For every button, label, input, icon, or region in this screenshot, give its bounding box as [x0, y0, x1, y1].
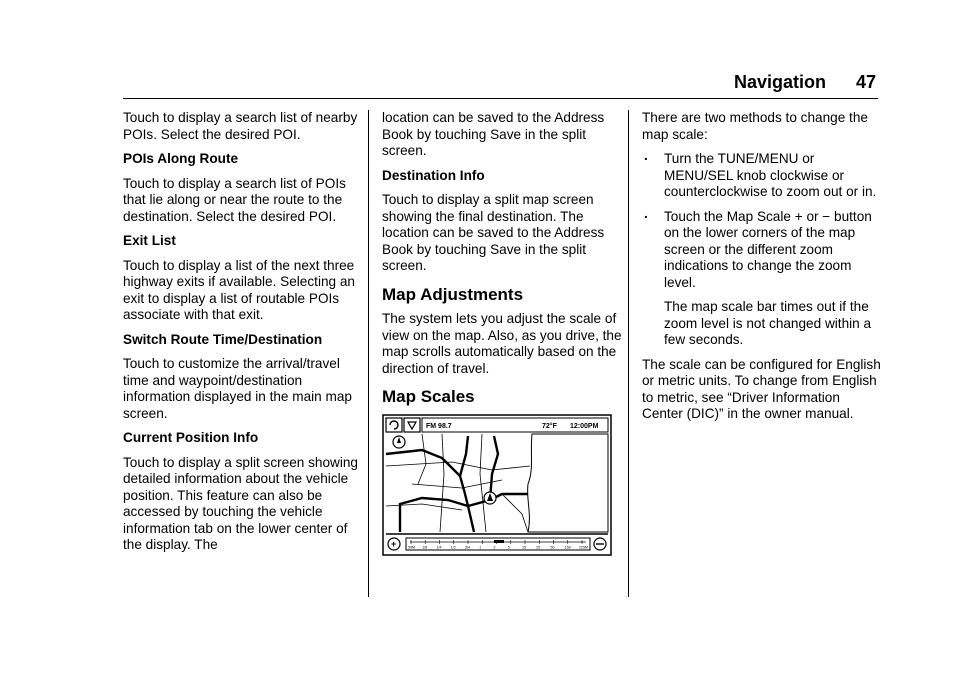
heading-map-scales: Map Scales	[382, 387, 475, 406]
subheading-switch-route: Switch Route Time/Destination	[123, 331, 323, 347]
radio-station-text: FM 98.7	[426, 422, 452, 430]
paragraph: The scale can be configured for English or metric units. To change from English to metric, see “Driver Information Center (DIC)” in the owner manual.	[642, 356, 881, 421]
paragraph: Touch to display a list of the next three highway exits if available. Selecting an exit to display a list of routable POIs associate with that exit.	[123, 257, 355, 322]
bullet-text: Touch the Map Scale + or − button on the lower corners of the map screen or the different zoom indications to change the zoom level.	[664, 208, 872, 290]
scale-label[interactable]: 150	[564, 545, 571, 549]
subheading-current-position: Current Position Info	[123, 430, 259, 445]
bullet-note: The map scale bar times out if the zoom level is not changed within a few seconds.	[664, 299, 872, 347]
bullet-text: Turn the TUNE/MENU or MENU/SEL knob clockwise or counterclockwise to zoom out or in.	[664, 151, 877, 199]
scale-label[interactable]: 1/8	[422, 545, 428, 549]
bullet-item	[642, 205, 882, 292]
bullet-marker: .	[644, 205, 648, 221]
scale-label[interactable]: 50	[550, 545, 555, 549]
subheading-pois-along-route: POIs Along Route	[123, 151, 239, 166]
paragraph: There are two methods to change the map scale:	[642, 110, 868, 142]
subheading-exit-list: Exit List	[123, 233, 176, 248]
column-2	[382, 110, 622, 556]
paragraph: location can be saved to the Address Book by touching Save in the split screen.	[382, 110, 605, 158]
scale-label[interactable]: 2	[493, 545, 496, 549]
column-3	[642, 110, 882, 431]
coastline	[528, 434, 608, 532]
bullet-item	[642, 148, 882, 201]
scale-label[interactable]: 25	[536, 545, 541, 549]
scale-label[interactable]: 1	[479, 545, 482, 549]
scale-label[interactable]: 50M	[408, 545, 415, 549]
column-1	[123, 110, 363, 562]
clock-text: 12:00PM	[570, 422, 599, 430]
zoom-scale-bar	[406, 538, 590, 550]
header-rule	[123, 98, 878, 99]
column-divider-2	[628, 110, 629, 597]
paragraph: Touch to display a split screen showing detailed information about the vehicle position. This feature can also be accessed by touching the vehicle information tab on the lower center of the display. The	[123, 454, 358, 552]
scale-label[interactable]: 225M	[579, 545, 588, 549]
paragraph: The system lets you adjust the scale of view on the map. Also, as you drive, the map scrolls automatically based on the direction of travel.	[382, 311, 622, 376]
column-divider-1	[368, 110, 369, 597]
paragraph: Touch to display a split map screen showing the final destination. The location can be saved to the Address Book by touching Save in the split screen.	[382, 192, 605, 273]
subheading-destination-info: Destination Info	[382, 167, 485, 183]
paragraph: Touch to display a search list of nearby POIs. Select the desired POI.	[123, 110, 358, 142]
section-title: Navigation	[733, 72, 826, 92]
scale-label[interactable]: 5	[507, 545, 510, 549]
bullet-marker: .	[644, 148, 648, 163]
page-header	[722, 72, 882, 96]
scale-label[interactable]: 1/2	[450, 545, 456, 549]
scale-label[interactable]: 3/4	[465, 545, 470, 549]
page-number: 47	[855, 72, 876, 92]
paragraph: Touch to display a search list of POIs that lie along or near the route to the destination. Select the desired POI.	[123, 175, 346, 224]
map-scale-figure	[382, 414, 612, 556]
scale-label[interactable]: 15	[522, 545, 526, 549]
current-scale-indicator	[494, 540, 504, 543]
zoom-in-icon: +	[391, 538, 397, 549]
temperature-text: 72°F	[542, 422, 557, 430]
nav-icon-button	[386, 418, 402, 432]
scale-label[interactable]: 1/4	[436, 545, 442, 549]
heading-map-adjustments: Map Adjustments	[382, 284, 524, 304]
map-screen-illustration	[382, 414, 612, 556]
paragraph: Touch to customize the arrival/travel time and waypoint/destination information displayed in the main map screen.	[123, 356, 352, 421]
